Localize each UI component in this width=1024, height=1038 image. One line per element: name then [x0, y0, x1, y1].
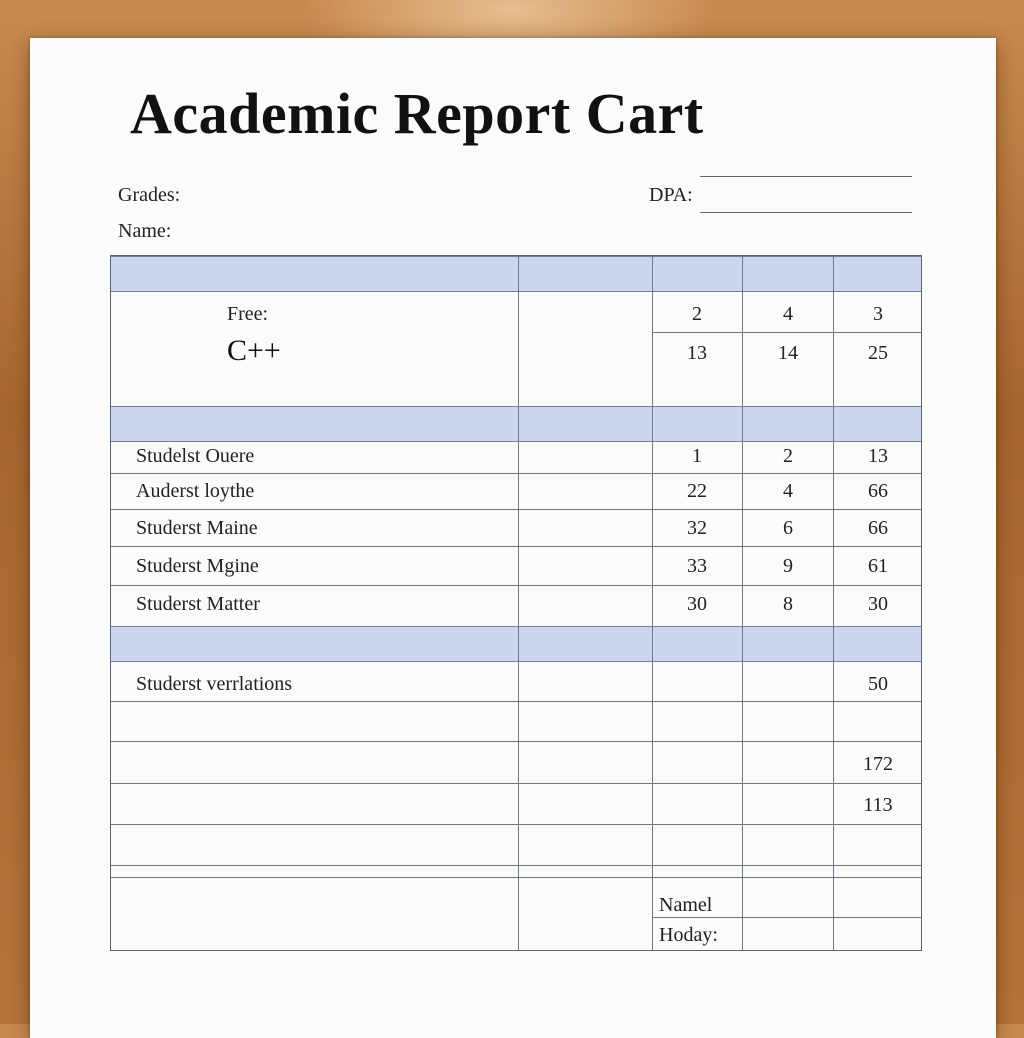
- student-value: 8: [783, 593, 793, 615]
- student-value: 66: [868, 517, 888, 539]
- row-divider: [652, 332, 922, 333]
- row-divider: [111, 824, 921, 825]
- student-value: 66: [868, 480, 888, 502]
- student-value: 9: [783, 555, 793, 577]
- variation-value: 50: [868, 673, 888, 695]
- grades-label: Grades:: [118, 184, 181, 206]
- student-name: Studelst Ouere: [136, 445, 255, 467]
- course-value: 2: [692, 303, 702, 325]
- row-divider: [111, 783, 921, 784]
- footer-name-field[interactable]: [743, 878, 921, 916]
- student-value: 30: [687, 593, 707, 615]
- dpa-input-line[interactable]: [700, 212, 912, 213]
- student-name: Studerst Maine: [136, 517, 258, 539]
- report-card-paper: [30, 38, 996, 1038]
- course-value: 25: [868, 342, 888, 364]
- row-divider: [111, 509, 921, 510]
- student-name: Studerst Matter: [136, 593, 260, 615]
- header-band-2: [111, 406, 921, 442]
- course-value: 14: [778, 342, 798, 364]
- row-divider: [111, 473, 921, 474]
- variations-label: Studerst verrlations: [136, 673, 293, 695]
- header-band-1: [111, 256, 921, 292]
- dpa-line-upper: [700, 176, 912, 177]
- student-value: 13: [868, 445, 888, 467]
- row-divider: [111, 546, 921, 547]
- row-divider: [111, 741, 921, 742]
- student-value: 1: [692, 445, 702, 467]
- student-value: 30: [868, 593, 888, 615]
- course-label: Free:: [227, 303, 269, 325]
- name-label: Name:: [118, 220, 172, 242]
- grades-table: [110, 255, 922, 951]
- student-name: Studerst Mgine: [136, 555, 259, 577]
- student-value: 32: [687, 517, 707, 539]
- course-value: 3: [873, 303, 883, 325]
- course-name: C++: [227, 334, 281, 367]
- variation-value: 172: [863, 753, 893, 775]
- row-divider: [111, 701, 921, 702]
- student-value: 33: [687, 555, 707, 577]
- header-band-3: [111, 626, 921, 662]
- footer-today-label: Hoday:: [659, 924, 718, 946]
- course-value: 4: [783, 303, 793, 325]
- student-value: 22: [687, 480, 707, 502]
- column-divider: [518, 256, 519, 950]
- student-value: 6: [783, 517, 793, 539]
- student-value: 61: [868, 555, 888, 577]
- student-value: 4: [783, 480, 793, 502]
- student-name: Auderst loythe: [136, 480, 255, 502]
- footer-today-field[interactable]: [743, 918, 921, 950]
- page-title: Academic Report Cart: [130, 81, 704, 146]
- row-divider: [111, 585, 921, 586]
- row-divider: [111, 865, 921, 866]
- footer-name-label: Namel: [659, 894, 713, 916]
- variation-value: 113: [863, 794, 893, 816]
- column-divider: [742, 256, 743, 950]
- dpa-label: DPA:: [649, 184, 693, 206]
- student-value: 2: [783, 445, 793, 467]
- course-value: 13: [687, 342, 707, 364]
